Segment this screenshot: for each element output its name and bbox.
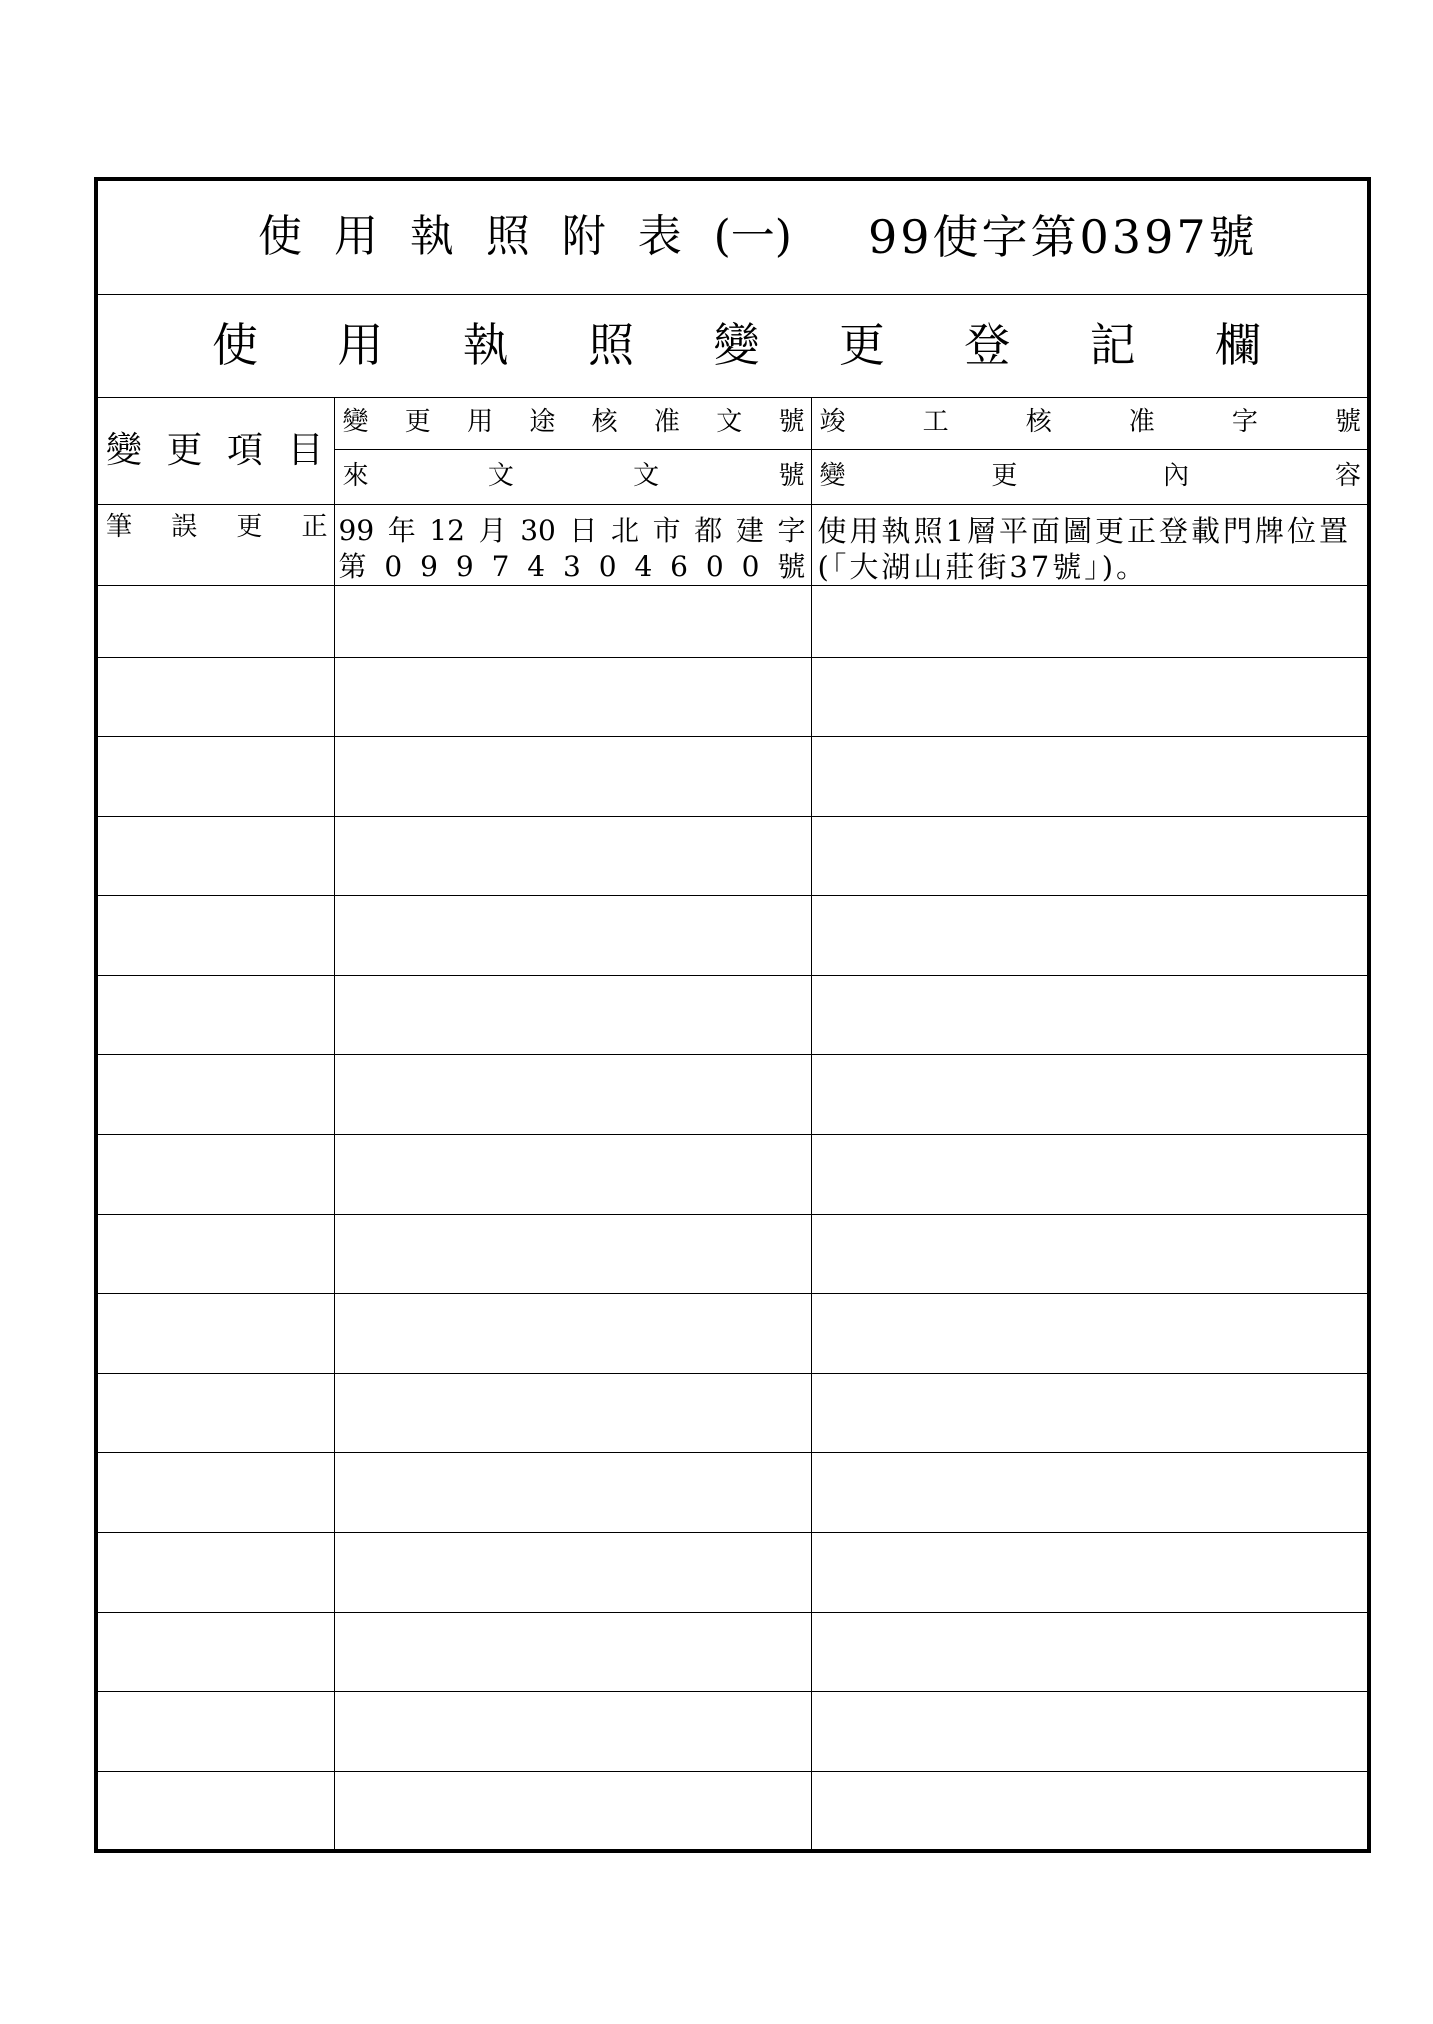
table-row-empty (96, 1612, 1369, 1692)
cell-change-item (96, 504, 334, 585)
table-cell (334, 1612, 811, 1692)
header-completion-approval-no-cell (811, 397, 1369, 449)
header-change-item: 變 更 項 目 (106, 429, 324, 471)
table-cell (334, 975, 811, 1055)
table-cell (96, 1214, 334, 1294)
table-row-empty (96, 737, 1369, 817)
document-number-line: 第 0 9 9 7 4 3 0 4 6 0 0 號 (338, 549, 806, 583)
table-cell (96, 657, 334, 737)
table-cell (334, 1214, 811, 1294)
table-cell (811, 816, 1369, 896)
table-cell (811, 1453, 1369, 1533)
table-cell (96, 1055, 334, 1135)
table-cell (334, 1055, 811, 1135)
table-cell (811, 1373, 1369, 1453)
header-approval-doc-no-cell (334, 397, 811, 449)
table-cell (334, 657, 811, 737)
table-cell (811, 1771, 1369, 1851)
table-cell (334, 1533, 811, 1613)
license-number: 99使字第0397號 (868, 209, 1258, 264)
table-cell (96, 896, 334, 976)
table-cell (811, 1612, 1369, 1692)
table-cell (96, 1771, 334, 1851)
table-cell (96, 1135, 334, 1215)
table-cell (96, 585, 334, 657)
cell-change-content (811, 504, 1369, 585)
header-completion-approval-no: 竣 工 核 准 字 號 (819, 407, 1361, 438)
document-number-line: 99 年 12 月 30 日 北 市 都 建 字 (338, 513, 806, 547)
table-row-empty (96, 1771, 1369, 1851)
header-incoming-doc-no-cell (334, 449, 811, 504)
table-cell (96, 1692, 334, 1772)
table-row-empty (96, 1294, 1369, 1374)
table-cell (96, 975, 334, 1055)
title-cell (96, 179, 1369, 294)
table-row-empty (96, 585, 1369, 657)
table-cell (96, 1453, 334, 1533)
change-content (812, 505, 1368, 585)
cell-document-number (334, 504, 811, 585)
table-cell (334, 1771, 811, 1851)
change-content-line: (「大湖山莊街37號」)。 (817, 549, 1149, 584)
table-cell (96, 1612, 334, 1692)
change-item-text: 筆 誤 更 正 (106, 511, 328, 542)
table-cell (334, 1453, 811, 1533)
table-cell (334, 1294, 811, 1374)
table-cell (96, 816, 334, 896)
table-cell (334, 1692, 811, 1772)
change-registration-table (94, 177, 1371, 1853)
table-cell (811, 975, 1369, 1055)
table-cell (334, 1373, 811, 1453)
section-heading-cell (96, 294, 1369, 397)
table-cell (811, 896, 1369, 976)
table-row-empty (96, 816, 1369, 896)
document-number (335, 505, 811, 585)
header-change-content-cell (811, 449, 1369, 504)
table-row-empty (96, 657, 1369, 737)
table-cell (334, 896, 811, 976)
table-cell (811, 1692, 1369, 1772)
table-cell (811, 1533, 1369, 1613)
header-incoming-doc-no: 來 文 文 號 (342, 460, 805, 491)
header-approval-doc-no: 變 更 用 途 核 准 文 號 (342, 407, 805, 438)
table-row-empty (96, 975, 1369, 1055)
table-cell (811, 657, 1369, 737)
table-cell (96, 1533, 334, 1613)
section-heading-row (96, 294, 1369, 397)
table-cell (334, 737, 811, 817)
table-row-empty (96, 1692, 1369, 1772)
table-cell (334, 816, 811, 896)
table-cell (96, 1373, 334, 1453)
table-row-empty (96, 1214, 1369, 1294)
table-row-empty (96, 896, 1369, 976)
table-cell (811, 1294, 1369, 1374)
title-bar (98, 210, 1367, 265)
table-cell (334, 585, 811, 657)
table-cell (811, 1214, 1369, 1294)
table-cell (334, 1135, 811, 1215)
header-change-content: 變 更 內 容 (819, 460, 1361, 491)
table-cell (811, 1055, 1369, 1135)
table-row-empty (96, 1373, 1369, 1453)
table-cell (96, 1294, 334, 1374)
table-cell (811, 737, 1369, 817)
change-content-line: 使用執照1層平面圖更正登載門牌位置 (817, 513, 1351, 548)
header-change-item-cell (96, 397, 334, 504)
table-cell (811, 585, 1369, 657)
table-row-empty (96, 1533, 1369, 1613)
table-row-empty (96, 1453, 1369, 1533)
section-heading: 使 用 執 照 變 更 登 記 欄 (212, 317, 1261, 372)
table-row-empty (96, 1135, 1369, 1215)
table-cell (811, 1135, 1369, 1215)
header-row-1 (96, 397, 1369, 449)
form-title: 使 用 執 照 附 表 (一) (258, 210, 792, 262)
table-row-empty (96, 1055, 1369, 1135)
title-row (96, 179, 1369, 294)
table-row (96, 504, 1369, 585)
table-cell (96, 737, 334, 817)
